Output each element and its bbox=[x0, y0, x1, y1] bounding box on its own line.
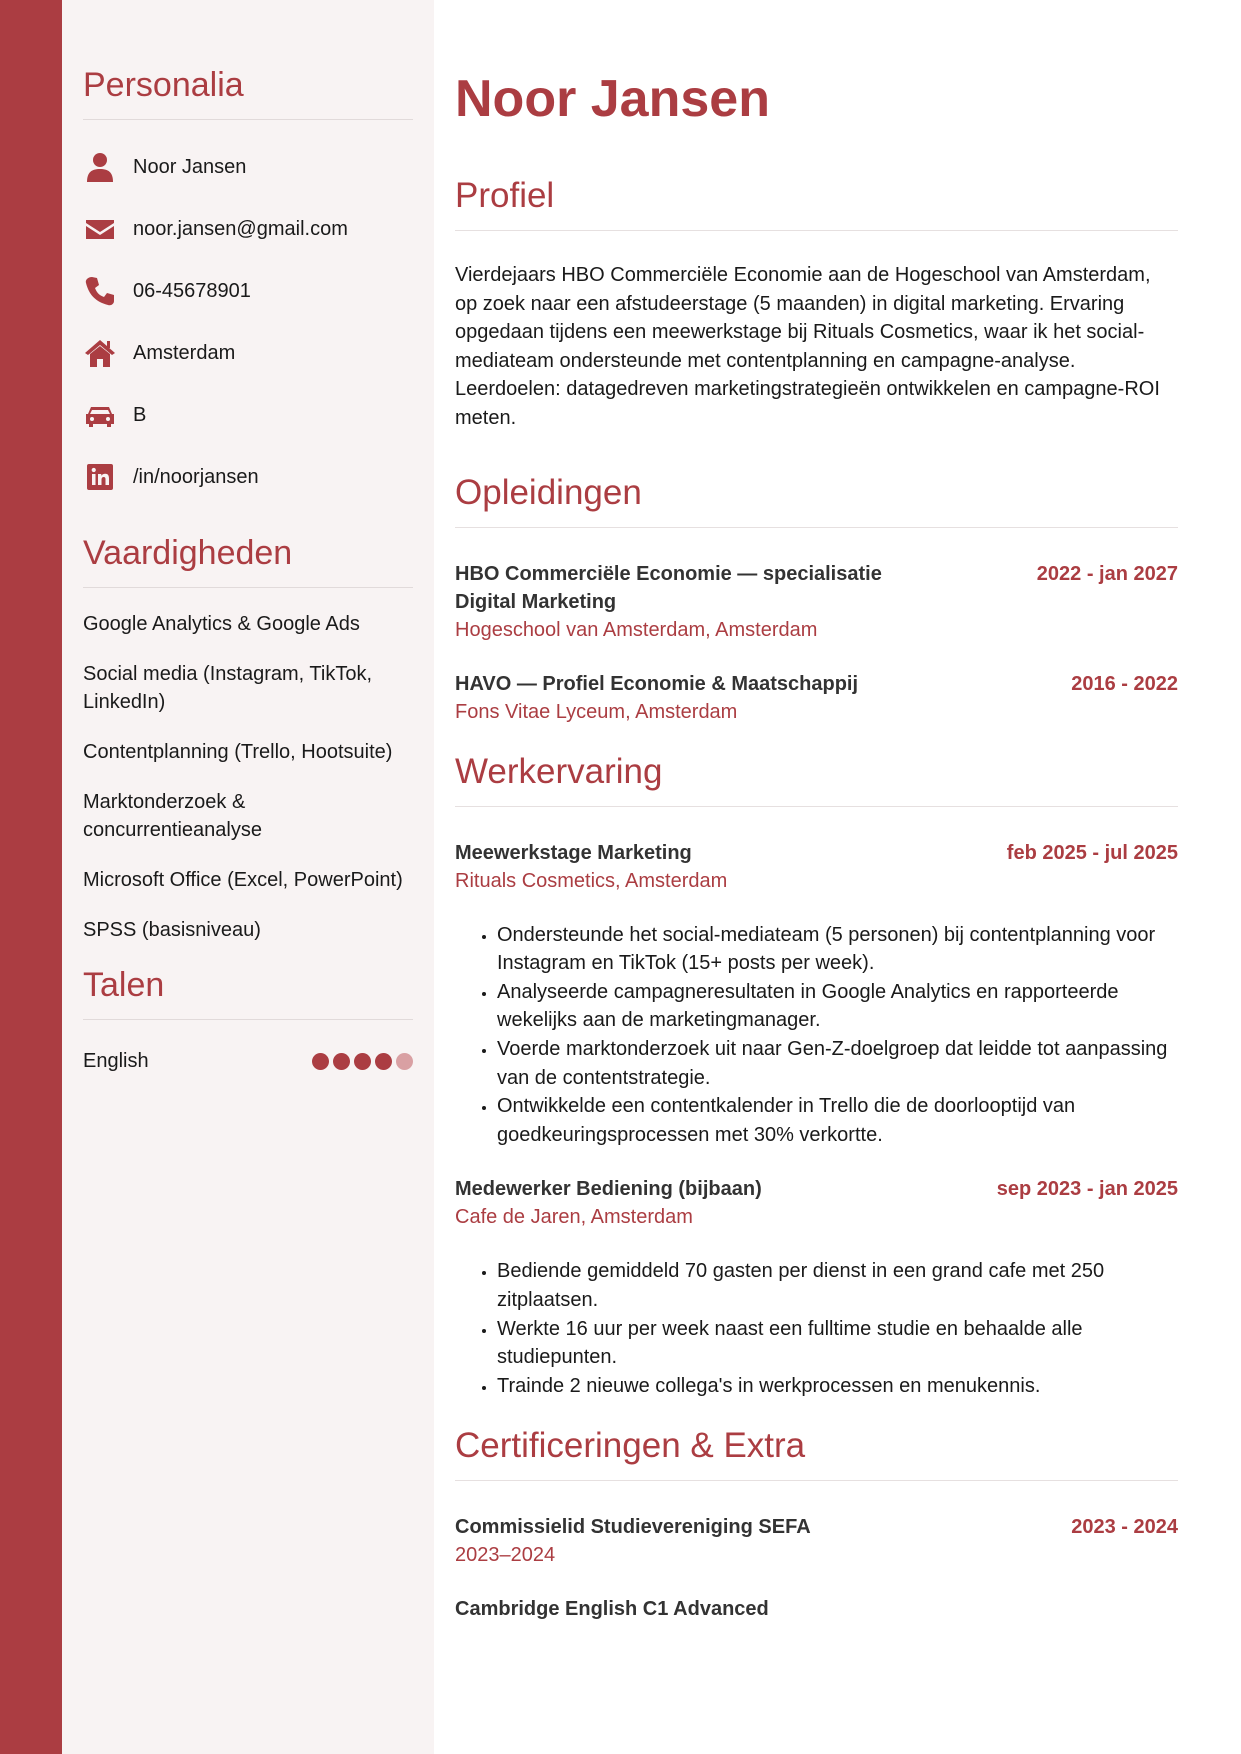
level-dot-filled bbox=[375, 1053, 392, 1070]
entry-title: Meewerkstage Marketing bbox=[455, 841, 692, 864]
bullet-item: • Trainde 2 nieuwe collega's in werkprocessen en menukennis. bbox=[497, 1372, 1178, 1401]
personalia-heading: Personalia bbox=[83, 66, 413, 120]
entry-bullets bbox=[455, 1257, 1178, 1400]
candidate-name: Noor Jansen bbox=[455, 70, 770, 128]
experience-entry bbox=[455, 1175, 1178, 1400]
car-icon bbox=[83, 398, 117, 432]
bullet-item: • Ontwikkelde een contentkalender in Trello die de doorlooptijd van goedkeuringsprocessen met 30% verkortte. bbox=[497, 1092, 1178, 1149]
certification-entry bbox=[455, 1513, 1178, 1569]
entry-title: Commissielid Studievereniging SEFA bbox=[455, 1516, 811, 1539]
user-icon bbox=[83, 150, 117, 184]
contact-linkedin bbox=[83, 446, 413, 508]
contact-email-text[interactable]: noor.jansen@gmail.com bbox=[133, 217, 348, 240]
languages-heading: Talen bbox=[83, 966, 413, 1020]
contact-name bbox=[83, 136, 413, 198]
contact-city-text: Amsterdam bbox=[133, 341, 236, 364]
language-name: English bbox=[83, 1050, 149, 1072]
profile-heading: Profiel bbox=[455, 176, 1178, 231]
entry-institution: Fons Vitae Lyceum, Amsterdam bbox=[455, 700, 738, 723]
level-dot-filled bbox=[312, 1053, 329, 1070]
phone-icon bbox=[83, 274, 117, 308]
profile-text: Vierdejaars HBO Commerciële Economie aan de Hogeschool van Amsterdam, op zoek naar een afstudeerstage (5 maanden) in digital marketing. Ervaring opgedaan tijdens een meewerkstage bij Rituals Cosmetics, waar ik het social-mediateam ondersteunde met contentplanning en campagne-analyse. Leerdoelen: datagedreven marketingstrategieën ontwikkelen en campagne-ROI meten. bbox=[455, 264, 1160, 429]
entry-bullets bbox=[455, 921, 1178, 1150]
bullet-item: • Analyseerde campagneresultaten in Google Analytics en rapporteerde wekelijks aan de marketingmanager. bbox=[497, 978, 1178, 1035]
contact-email bbox=[83, 198, 413, 260]
skill-item: Social media (Instagram, TikTok, LinkedIn) bbox=[83, 663, 372, 713]
skill-item: Marktonderzoek & concurrentieanalyse bbox=[83, 791, 262, 841]
entry-title: Cambridge English C1 Advanced bbox=[455, 1598, 769, 1621]
skill-list bbox=[83, 610, 413, 944]
contact-linkedin-text[interactable]: /in/noorjansen bbox=[133, 465, 259, 488]
envelope-icon bbox=[83, 212, 117, 246]
certifications-section bbox=[455, 1426, 1178, 1623]
entry-date: feb 2025 - jul 2025 bbox=[1006, 841, 1178, 864]
linkedin-icon bbox=[83, 460, 117, 494]
contact-name-text: Noor Jansen bbox=[133, 155, 247, 178]
entry-date: 2023 - 2024 bbox=[1071, 1516, 1178, 1539]
contact-city bbox=[83, 322, 413, 384]
education-heading: Opleidingen bbox=[455, 473, 1178, 528]
experience-entry bbox=[455, 839, 1178, 1150]
experience-section bbox=[455, 752, 1178, 1401]
level-dot-filled bbox=[333, 1053, 350, 1070]
sidebar bbox=[62, 0, 434, 1754]
contact-phone-text[interactable]: 06-45678901 bbox=[133, 279, 251, 302]
experience-heading: Werkervaring bbox=[455, 752, 1178, 807]
language-level-dots bbox=[312, 1053, 413, 1070]
certification-entries bbox=[455, 1513, 1178, 1623]
accent-stripe bbox=[0, 0, 62, 1754]
level-dot-filled bbox=[354, 1053, 371, 1070]
certifications-heading: Certificeringen & Extra bbox=[455, 1426, 1178, 1481]
entry-title: HAVO — Profiel Economie & Maatschappij bbox=[455, 672, 859, 695]
contact-license-text: B bbox=[133, 403, 147, 426]
main-content bbox=[455, 66, 1178, 1649]
level-dot-empty bbox=[396, 1053, 413, 1070]
entry-title: HBO Commerciële Economie — specialisatie Digital Marketing bbox=[455, 562, 882, 613]
entry-date: sep 2023 - jan 2025 bbox=[996, 1178, 1178, 1201]
entry-title: Medewerker Bediening (bijbaan) bbox=[455, 1178, 762, 1201]
education-entry bbox=[455, 560, 1178, 644]
experience-entries bbox=[455, 839, 1178, 1401]
entry-institution: Hogeschool van Amsterdam, Amsterdam bbox=[455, 618, 818, 641]
language-row bbox=[83, 1050, 413, 1073]
skill-item: Contentplanning (Trello, Hootsuite) bbox=[83, 741, 393, 763]
entry-company: Cafe de Jaren, Amsterdam bbox=[455, 1206, 693, 1229]
bullet-item: • Voerde marktonderzoek uit naar Gen-Z-doelgroep dat leidde tot aanpassing van de contentstrategie. bbox=[497, 1035, 1178, 1092]
contact-phone bbox=[83, 260, 413, 322]
bullet-item: • Ondersteunde het social-mediateam (5 personen) bij contentplanning voor Instagram en TikTok (15+ posts per week). bbox=[497, 921, 1178, 978]
contact-list bbox=[83, 136, 413, 508]
entry-date: 2022 - jan 2027 bbox=[1036, 562, 1178, 585]
education-entry bbox=[455, 670, 1178, 726]
education-section bbox=[455, 473, 1178, 726]
contact-license bbox=[83, 384, 413, 446]
bullet-item: • Werkte 16 uur per week naast een fulltime studie en behaalde alle studiepunten. bbox=[497, 1315, 1178, 1372]
profile-section bbox=[455, 176, 1178, 433]
skill-item: SPSS (basisniveau) bbox=[83, 919, 261, 941]
skills-heading: Vaardigheden bbox=[83, 534, 413, 588]
bullet-item: • Bediende gemiddeld 70 gasten per dienst in een grand cafe met 250 zitplaatsen. bbox=[497, 1257, 1178, 1314]
home-icon bbox=[83, 336, 117, 370]
sidebar-content bbox=[83, 66, 413, 1073]
skill-item: Microsoft Office (Excel, PowerPoint) bbox=[83, 869, 403, 891]
education-entries bbox=[455, 560, 1178, 726]
entry-date: 2016 - 2022 bbox=[1071, 672, 1178, 695]
entry-company: Rituals Cosmetics, Amsterdam bbox=[455, 869, 728, 892]
certification-entry bbox=[455, 1595, 1178, 1623]
entry-period: 2023–2024 bbox=[455, 1544, 556, 1567]
skill-item: Google Analytics & Google Ads bbox=[83, 613, 360, 635]
